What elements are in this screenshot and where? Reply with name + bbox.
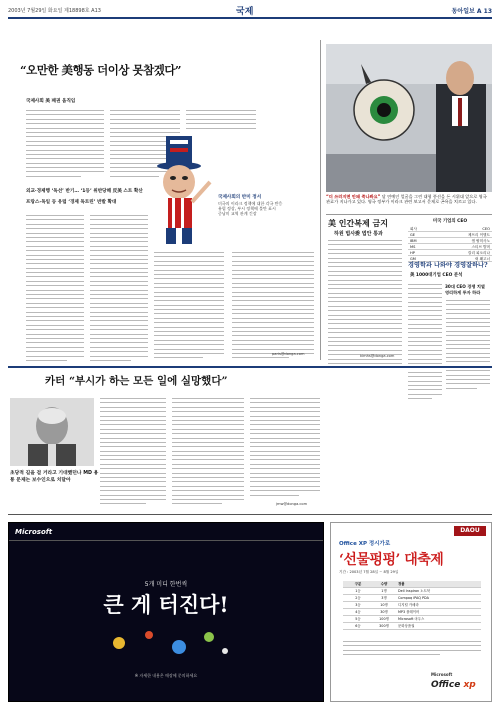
- table-cell: 제프리 이멜트: [468, 233, 490, 237]
- table-row: [343, 588, 481, 595]
- table-row: [343, 602, 481, 609]
- daou-logo: DAOU: [454, 526, 486, 536]
- table-cell: 경품: [398, 582, 405, 586]
- cloning-text: [328, 240, 402, 372]
- ad-slogan: 큰 게 터진다!: [103, 592, 229, 617]
- daou-kicker: Office XP 정시가로: [339, 541, 391, 547]
- table-cell: 디지털 카메라: [398, 603, 419, 607]
- ceo-text-col1: [408, 284, 442, 403]
- ad-rule: [9, 540, 323, 541]
- header-rule: [8, 17, 492, 19]
- table-cell: Compaq iPAQ PDA: [398, 596, 429, 600]
- carter-text-col3: [250, 398, 320, 499]
- section-rule: [326, 214, 492, 215]
- xp-word: xp: [463, 680, 476, 690]
- protest-photo: [326, 44, 492, 192]
- table-cell: 100명: [379, 617, 389, 621]
- microsoft-ad[interactable]: [8, 522, 324, 702]
- table-cell: 300명: [379, 624, 389, 628]
- lead-subhead-3: 프랑스-독일 등 유럽 ‘경제 독트린’ 반발 확대: [26, 200, 117, 205]
- lead-subtitle: 국제사회 美 패권 움직임: [26, 99, 76, 104]
- ceo-subhead: 美 1000대기업 CEO 분석: [410, 273, 463, 278]
- table-cell: GM: [410, 257, 416, 261]
- table-cell: GE: [410, 233, 416, 237]
- table-cell: 2등: [355, 596, 361, 600]
- ad-fine-print: ※ 자세한 내용은 매장에 문의하세요: [134, 673, 198, 678]
- table-cell: 회사: [410, 227, 417, 231]
- table-cell: 스티브 발머: [471, 245, 490, 249]
- lead-text-col4: [232, 252, 314, 362]
- byline-3: jmw@donga.com: [276, 502, 308, 506]
- carter-text-col2: [172, 398, 244, 508]
- byline-1: paris@donga.com: [272, 352, 305, 356]
- cartoon-caption-line: 중남미 교역 관계 긴장: [218, 211, 257, 216]
- lead-text-col1b: [26, 215, 84, 364]
- table-cell: 1명: [381, 589, 387, 593]
- uncle-sam-cartoon: [148, 132, 218, 247]
- table-cell: 10명: [380, 603, 388, 607]
- column-rule: [320, 40, 321, 360]
- cartoon-caption: [218, 195, 312, 216]
- table-cell: MS: [410, 245, 416, 249]
- byline-2: kimhs@donga.com: [360, 354, 395, 358]
- table-row: [343, 623, 481, 630]
- ad-divider: [8, 514, 492, 515]
- table-cell: 칼리 피오리나: [468, 251, 490, 255]
- lead-subhead-2: 외교·경제행 ‘독선’ 반기… ‘1등’ 위반당해 反美 스트 확산: [26, 189, 143, 194]
- table-cell: 5등: [355, 617, 361, 621]
- photo-caption-body: 달 연예인 얼굴을 그린 대형 풍선을 든 시위대 앞으로 영국 관료가 지나가고 있다. 영국 정부가 이라크 관련 보고서 문제로 곤욕을 치르고 있다.: [326, 194, 487, 205]
- ceo-side-title: 30대 CEO 경쟁 치열 영리하게 투자 하라: [445, 284, 485, 295]
- paper-name: 동아일보 A 13: [451, 8, 492, 15]
- carter-photo-caption: 초당적 길을 걸 거라고 기대했던나 MD 용통 문제는 보수인으로 치달아: [10, 471, 99, 483]
- cartoon-caption-title: 국제사회의 반미 정서: [218, 195, 262, 200]
- daou-office-ad[interactable]: [330, 522, 492, 702]
- date-line: 2003년 7월29일 화요일 제18898호 A13: [8, 8, 101, 14]
- carter-text-col1: [100, 398, 166, 508]
- table-cell: 4등: [355, 610, 361, 614]
- microsoft-small-logo: Microsoft: [431, 672, 453, 677]
- lead-text-col-top3: [186, 110, 256, 132]
- section-title: 국제: [236, 7, 254, 17]
- daou-period: 기간 : 2003년 7월 28일 ~ 8월 29일: [339, 570, 399, 574]
- cloning-subhead: 하원 법사委 법안 통과: [334, 231, 383, 237]
- lead-text-col1: [26, 110, 104, 180]
- table-cell: 릭 왜고너: [474, 257, 490, 261]
- office-word: Office: [431, 680, 461, 690]
- table-header-row: [343, 581, 481, 588]
- daou-headline: ‘선물펑펑’ 대축제: [339, 552, 444, 568]
- prize-table: [343, 581, 481, 630]
- table-cell: MP3 플레이어: [398, 610, 420, 614]
- table-cell: 3등: [355, 603, 361, 607]
- table-cell: IBM: [410, 239, 417, 243]
- cartoon-caption-line: 유럽 정상, 부시 정책에 불만 표시: [218, 206, 276, 211]
- table-cell: 6등: [355, 624, 361, 628]
- microsoft-logo: Microsoft: [15, 528, 53, 536]
- lead-text-col2: [90, 215, 148, 364]
- cloning-headline: 美 인간복제 금지: [328, 218, 388, 228]
- fireworks-graphic: [99, 623, 235, 663]
- photo-caption-title: “더 쓰러지면 안돼 죽나봐요”: [326, 194, 381, 199]
- table-cell: 1등: [355, 589, 361, 593]
- office-xp-logo: [431, 680, 476, 690]
- carter-photo: [10, 398, 94, 466]
- ad-tagline: 5개 미디 한번씩: [144, 581, 188, 588]
- table-cell: 구분: [354, 582, 362, 586]
- ad-fine-lines: [343, 641, 481, 659]
- table-row: [343, 616, 481, 623]
- table-row: [343, 609, 481, 616]
- carter-headline: 카터 “부시가 하는 모든 일에 실망했다”: [45, 375, 228, 387]
- table-cell: Microsoft 마우스: [398, 617, 425, 621]
- ceo-text-col2: [446, 300, 490, 392]
- table-cell: 샘 팔미사노: [471, 239, 490, 243]
- page-header: [8, 4, 492, 16]
- table-cell: HP: [410, 251, 415, 255]
- table-cell: 수량: [380, 582, 388, 586]
- table-cell: Dell Inspiron 노트북: [398, 589, 431, 593]
- table-cell: CEO: [482, 227, 490, 231]
- table-cell: 30명: [380, 610, 388, 614]
- table-cell: 3명: [381, 596, 387, 600]
- lead-text-col3: [154, 252, 224, 362]
- lead-headline: “오만한 美행동 더이상 못참겠다”: [20, 63, 182, 77]
- cartoon-caption-line: 미국의 이라크 정책에 대한 각국 반응: [218, 201, 283, 206]
- table-cell: 문화상품권: [398, 624, 415, 628]
- section-divider: [8, 366, 492, 368]
- ceo-headline: 경영학과 나와야 경영잘하나?: [408, 262, 488, 269]
- table-row: [343, 595, 481, 602]
- ceo-table-title: 미국 기업의 CEO: [432, 219, 468, 224]
- photo-caption: [326, 194, 492, 204]
